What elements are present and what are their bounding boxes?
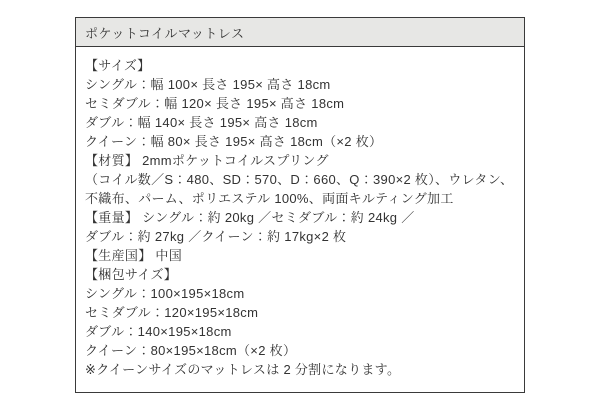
spec-line: 【材質】 2mmポケットコイルスプリング xyxy=(85,153,329,168)
spec-line: クイーン：幅 80× 長さ 195× 高さ 18cm（×2 枚） xyxy=(85,134,383,149)
spec-line: 【サイズ】 xyxy=(85,58,151,73)
spec-panel-header xyxy=(76,18,524,47)
spec-line: ダブル：約 27kg ／クイーン：約 17kg×2 枚 xyxy=(85,229,347,244)
spec-line: シングル：幅 100× 長さ 195× 高さ 18cm xyxy=(85,77,331,92)
spec-line: 【梱包サイズ】 xyxy=(85,267,178,282)
spec-line: 【生産国】 中国 xyxy=(85,248,183,263)
spec-line: シングル：100×195×18cm xyxy=(85,286,245,301)
spec-line: セミダブル：幅 120× 長さ 195× 高さ 18cm xyxy=(85,96,345,111)
spec-line: 不織布、パーム、ポリエステル 100%、両面キルティング加工 xyxy=(85,191,454,206)
spec-line: 【重量】 シングル：約 20kg ／セミダブル：約 24kg ／ xyxy=(85,210,415,225)
spec-body xyxy=(76,47,524,379)
spec-line: ダブル：幅 140× 長さ 195× 高さ 18cm xyxy=(85,115,318,130)
spec-line: セミダブル：120×195×18cm xyxy=(85,305,259,320)
spec-line: ダブル：140×195×18cm xyxy=(85,324,232,339)
spec-line: ※クイーンサイズのマットレスは 2 分割になります。 xyxy=(85,362,401,377)
spec-line: クイーン：80×195×18cm（×2 枚） xyxy=(85,343,297,358)
spec-line: （コイル数／S：480、SD：570、D：660、Q：390×2 枚）、ウレタン、 xyxy=(85,172,514,187)
spec-panel-title: ポケットコイルマットレス xyxy=(85,25,245,41)
spec-panel xyxy=(75,17,525,393)
